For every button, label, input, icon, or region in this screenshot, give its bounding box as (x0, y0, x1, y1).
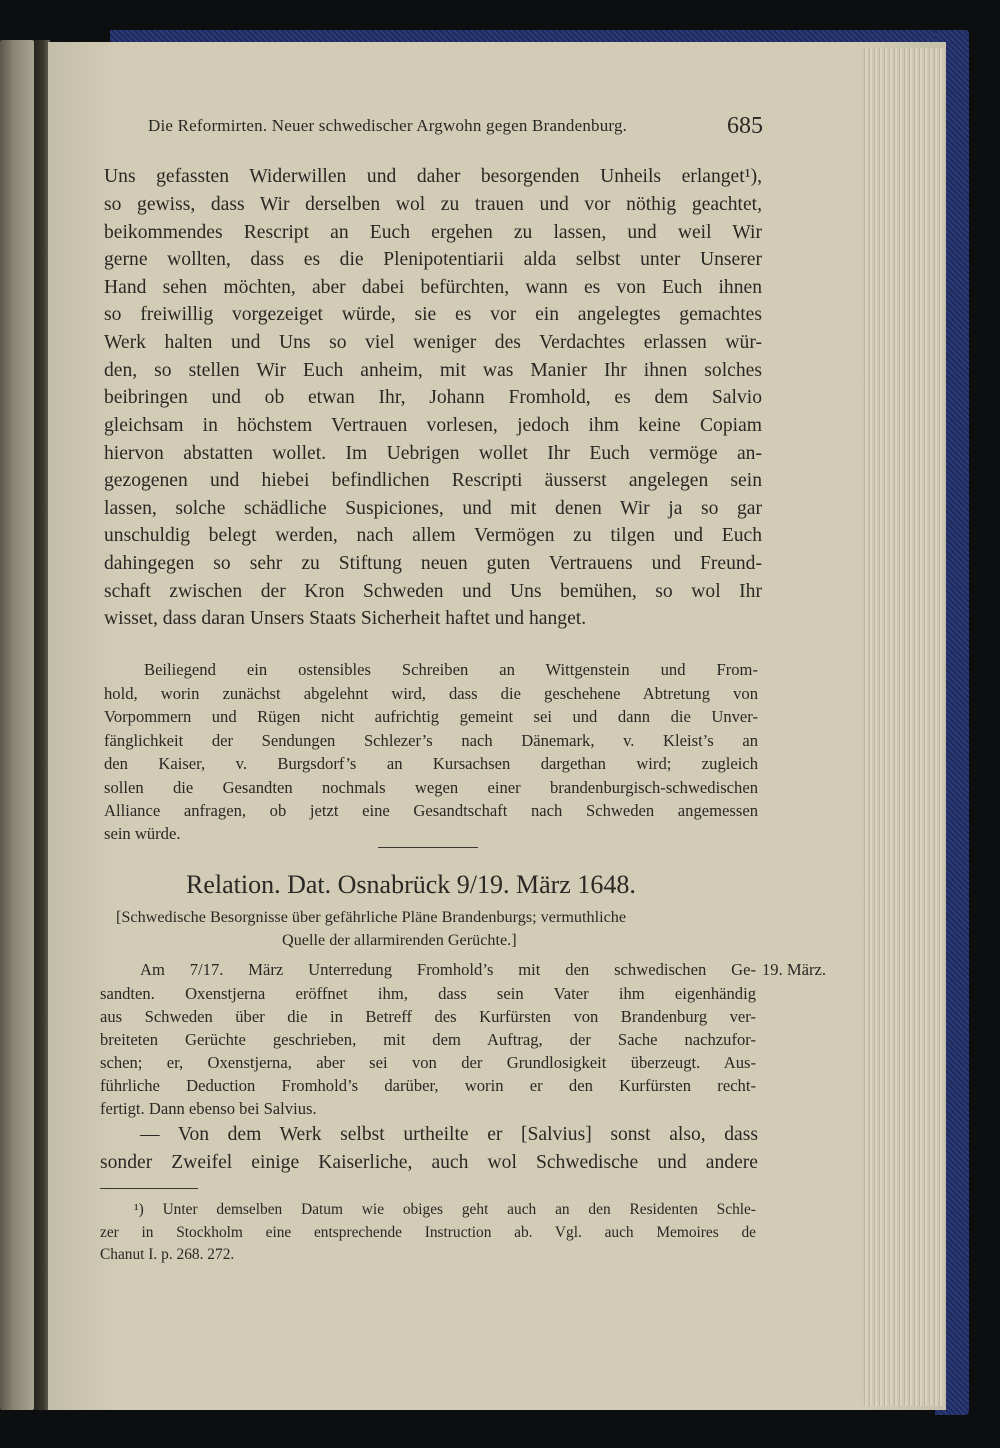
summary-line: Alliance anfragen, ob jetzt eine Gesandtschaft nach Schweden angemessen (104, 801, 758, 820)
body-line: hiervon abstatten wollet. Im Uebrigen wollet Ihr Euch vermöge an- (104, 443, 762, 464)
relation-line: sandten. Oxenstjerna eröffnet ihm, dass sein Vater ihm eigenhändig (100, 984, 756, 1003)
section-divider (378, 847, 478, 848)
body-line: schaft zwischen der Kron Schweden und Uns bemühen, so wol Ihr (104, 581, 762, 602)
body-line: beibringen und ob etwan Ihr, Johann Fromhold, es dem Salvio (104, 387, 762, 408)
relation-line: fertigt. Dann ebenso bei Salvius. (100, 1099, 317, 1118)
body-line: lassen, solche schädliche Suspiciones, und mit denen Wir ja so gar (104, 498, 762, 519)
footnote-rule (100, 1188, 198, 1189)
summary-line: den Kaiser, v. Burgsdorf’s an Kursachsen dargethan wird; zugleich (104, 754, 758, 773)
summary-line: Beiliegend ein ostensibles Schreiben an Wittgenstein und From- (144, 660, 758, 679)
summary-line: hold, worin zunächst abgelehnt wird, dass die geschehene Abtretung von (104, 684, 758, 703)
body-line: gerne wollten, dass es die Plenipotentiarii alda selbst unter Unserer (104, 249, 762, 270)
continuation-line: sonder Zweifel einige Kaiserliche, auch wol Schwedische und andere (100, 1152, 758, 1173)
page-number: 685 (727, 113, 763, 139)
body-line: gezogenen und hiebei befindlichen Rescripti äusserst angelegen sein (104, 470, 762, 491)
left-page-edge (0, 40, 34, 1410)
summary-line: Vorpommern und Rügen nicht aufrichtig gemeint sei und dann die Unver- (104, 707, 758, 726)
summary-line: fänglichkeit der Sendungen Schlezer’s nach Dänemark, v. Kleist’s an (104, 731, 758, 750)
relation-line: führliche Deduction Fromhold’s darüber, worin er den Kurfürsten recht- (100, 1076, 756, 1095)
relation-line: aus Schweden über die in Betreff des Kurfürsten von Brandenburg ver- (100, 1007, 756, 1026)
body-line: den, so stellen Wir Euch anheim, mit was Manier Ihr ihnen solches (104, 360, 762, 381)
body-line: so gewiss, dass Wir derselben wol zu trauen und vor nöthig geachtet, (104, 194, 762, 215)
summary-line: sollen die Gesandten nochmals wegen einer brandenburgisch-schwedischen (104, 778, 758, 797)
body-line: wisset, dass daran Unsers Staats Sicherheit haftet und hanget. (104, 608, 587, 629)
relation-line: schen; er, Oxenstjerna, aber sei von der Grundlosigkeit überzeugt. Aus- (100, 1053, 756, 1072)
continuation-line: — Von dem Werk selbst urtheilte er [Salvius] sonst also, dass (140, 1124, 758, 1145)
relation-subheading: Quelle der allarmirenden Gerüchte.] (282, 931, 517, 949)
footnote-line: ¹) Unter demselben Datum wie obiges geht auch an den Residenten Schle- (134, 1201, 756, 1218)
body-line: gleichsam in höchstem Vertrauen vorlesen, jedoch ihm keine Copiam (104, 415, 762, 436)
footnote-line: Chanut I. p. 268. 272. (100, 1246, 235, 1263)
body-line: dahingegen so sehr zu Stiftung neuen guten Vertrauens und Freund- (104, 553, 762, 574)
margin-date: 19. März. (762, 960, 827, 979)
body-line: Werk halten und Uns so viel weniger des Verdachtes erlassen wür- (104, 332, 762, 353)
running-header: Die Reformirten. Neuer schwedischer Argwohn gegen Brandenburg. (148, 116, 628, 135)
body-line: so freiwillig vorgezeiget würde, sie es vor ein angelegtes gemachtes (104, 304, 762, 325)
summary-line: sein würde. (104, 824, 181, 843)
relation-line: breiteten Gerüchte geschrieben, mit dem Auftrag, der Sache nachzufor- (100, 1030, 756, 1049)
relation-line: Am 7/17. März Unterredung Fromhold’s mit den schwedischen Ge- (140, 960, 756, 979)
page-stack-edges (862, 48, 944, 1406)
footnote-line: zer in Stockholm eine entsprechende Instruction ab. Vgl. auch Memoires de (100, 1224, 756, 1241)
relation-subheading: [Schwedische Besorgnisse über gefährliche Pläne Brandenburgs; vermuthliche (116, 908, 627, 926)
body-line: unschuldig belegt werden, nach allem Vermögen zu tilgen und Euch (104, 525, 762, 546)
body-line: Uns gefassten Widerwillen und daher besorgenden Unheils erlanget¹), (104, 166, 762, 187)
relation-heading: Relation. Dat. Osnabrück 9/19. März 1648. (186, 870, 636, 899)
body-line: Hand sehen möchten, aber dabei befürchten, wann es von Euch ihnen (104, 277, 762, 298)
body-line: beikommendes Rescript an Euch ergehen zu lassen, und weil Wir (104, 222, 762, 243)
